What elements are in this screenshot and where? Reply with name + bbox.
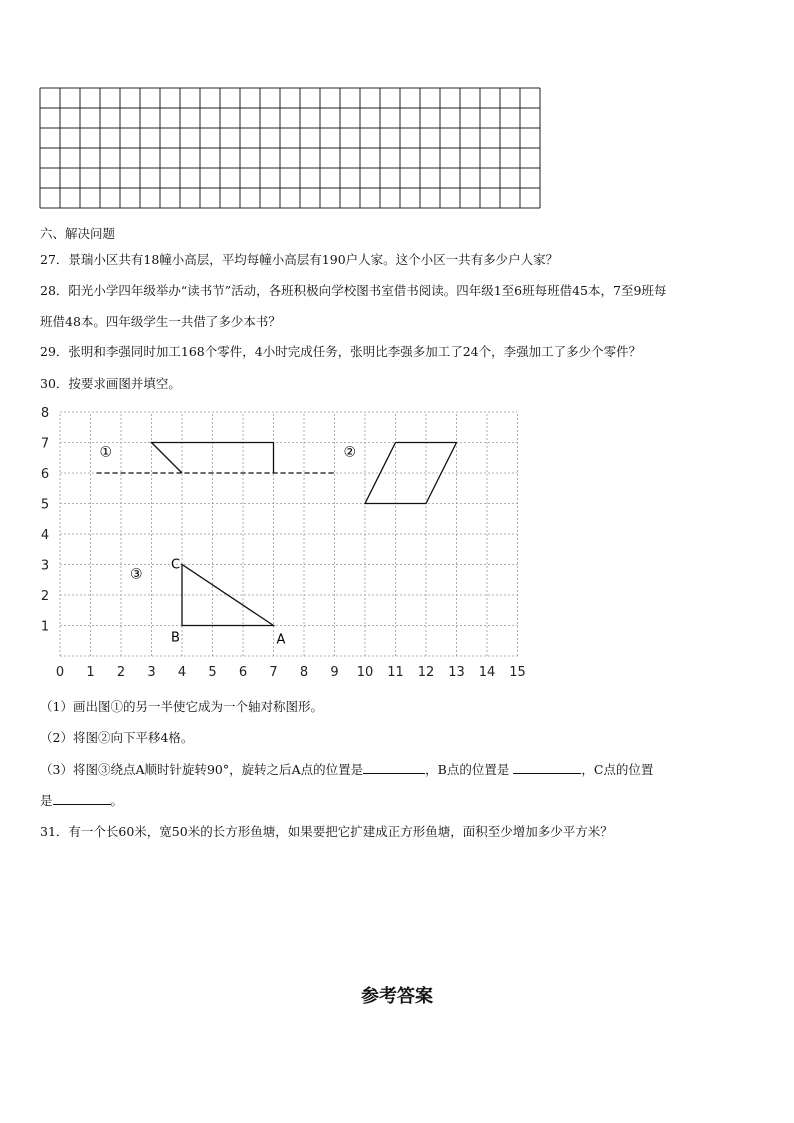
x-tick-label: 15 <box>509 665 526 680</box>
figure-3-triangle <box>182 565 274 626</box>
x-tick-label: 1 <box>86 665 95 680</box>
figure-number-label: ② <box>343 444 357 461</box>
question-28-line2: 班借48本。四年级学生一共借了多少本书？ <box>40 314 281 329</box>
figure-2-parallelogram <box>365 443 457 504</box>
q30-3-text-a: （3）将图③绕点A顺时针旋转90°，旋转之后A点的位置是 <box>40 762 364 777</box>
question-28-line1: 28．阳光小学四年级举办“读书节”活动，各班积极向学校图书室借书阅读。四年级1至6班每班借45本，7至9班每 <box>40 283 667 298</box>
x-tick-label: 4 <box>177 665 187 680</box>
x-tick-label: 8 <box>299 665 309 680</box>
question-31: 31．有一个长60米，宽50米的长方形鱼塘，如果要把它扩建成正方形鱼塘，面积至少增加多少平方米？ <box>40 824 613 839</box>
question-27: 27．景瑞小区共有18幢小高层，平均每幢小高层有190户人家。这个小区一共有多少户人家？ <box>40 252 559 267</box>
question-30-1: （1）画出图①的另一半使它成为一个轴对称图形。 <box>40 699 323 714</box>
q30-3-text-e: 。 <box>110 793 124 808</box>
question-30-2: （2）将图②向下平移4格。 <box>40 730 194 745</box>
section-title: 六、解决问题 <box>40 226 116 241</box>
answer-blank-b[interactable] <box>513 762 581 774</box>
figure-number-label: ① <box>99 444 113 461</box>
x-tick-label: 0 <box>55 665 65 680</box>
q30-3-text-b: ，B点的位置是 <box>425 762 510 777</box>
y-tick-label: 5 <box>40 497 50 513</box>
question-30-3-cont <box>40 791 123 809</box>
answer-blank-a[interactable] <box>363 762 425 774</box>
q30-3-text-d: 是 <box>40 793 53 808</box>
x-tick-label: 14 <box>478 665 496 680</box>
question-30-3 <box>40 760 653 778</box>
x-tick-label: 10 <box>356 665 374 680</box>
y-tick-label: 6 <box>40 467 50 482</box>
vertex-label-a: A <box>276 632 286 648</box>
y-tick-label: 8 <box>40 406 50 421</box>
x-tick-label: 3 <box>147 665 156 680</box>
q30-3-text-c: ，C点的位置 <box>581 762 654 777</box>
x-tick-label: 9 <box>330 665 339 680</box>
coordinate-grid-figure <box>30 400 550 685</box>
question-29: 29．张明和李强同时加工168个零件，4小时完成任务，张明比李强多加工了24个，李强加工了多少个零件？ <box>40 344 642 359</box>
x-tick-label: 2 <box>116 665 126 680</box>
vertex-label-b: B <box>171 630 180 646</box>
y-tick-label: 2 <box>40 589 50 604</box>
answer-blank-c[interactable] <box>53 793 111 805</box>
x-tick-label: 12 <box>417 665 435 680</box>
y-tick-label: 7 <box>40 436 50 452</box>
x-tick-label: 5 <box>208 665 217 680</box>
y-tick-label: 4 <box>40 528 50 543</box>
x-tick-label: 7 <box>269 665 278 680</box>
y-tick-label: 3 <box>40 558 50 574</box>
figure-number-label: ③ <box>129 566 143 583</box>
x-tick-label: 6 <box>238 665 248 680</box>
writing-grid <box>39 87 541 210</box>
y-tick-label: 1 <box>40 619 50 635</box>
x-tick-label: 13 <box>448 665 465 680</box>
x-tick-label: 11 <box>387 665 404 680</box>
answer-section-title: 参考答案 <box>361 986 433 1007</box>
question-30: 30．按要求画图并填空。 <box>40 376 181 391</box>
vertex-label-c: C <box>171 557 181 573</box>
